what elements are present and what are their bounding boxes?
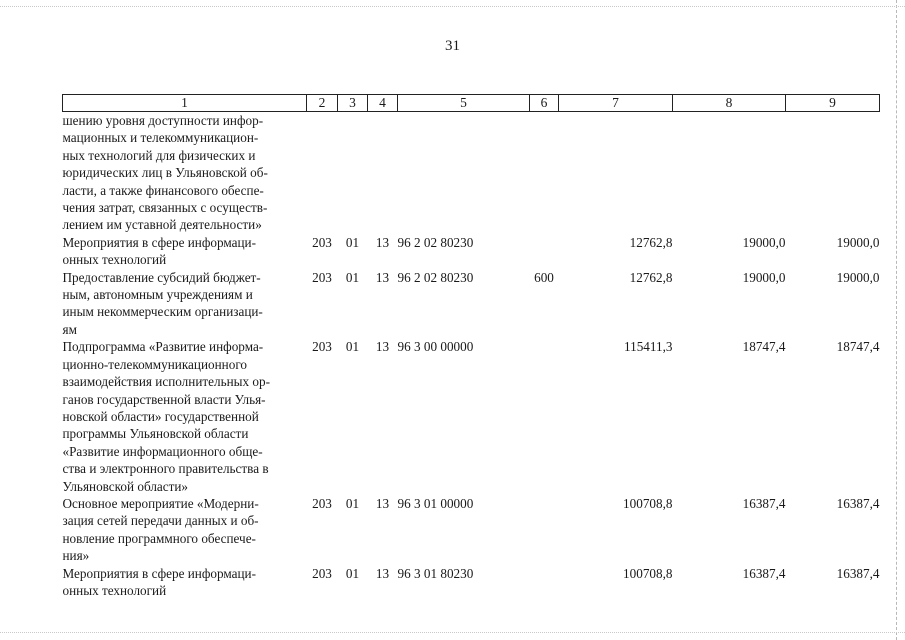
description-line: ных технологий для физических и bbox=[62, 147, 256, 163]
scan-artifact-top bbox=[0, 6, 905, 7]
cell-c6: 600 bbox=[534, 269, 554, 285]
cell-c9: 16387,4 bbox=[836, 495, 880, 511]
cell-c8: 16387,4 bbox=[742, 495, 786, 511]
col-header-1: 1 bbox=[63, 95, 307, 112]
description-line: ласти, а также финансового обеспе- bbox=[62, 182, 264, 198]
row-description bbox=[63, 338, 307, 495]
description-line: Мероприятия в сфере информаци- bbox=[62, 565, 256, 581]
description-line: чения затрат, связанных с осуществ- bbox=[62, 200, 268, 216]
cell-c5: 96 3 01 00000 bbox=[397, 495, 474, 511]
cell-c7: 115411,3 bbox=[624, 339, 673, 355]
cell-c5: 96 2 02 80230 bbox=[397, 269, 474, 285]
table-row bbox=[63, 112, 880, 234]
description-line: новление программного обеспече- bbox=[62, 530, 256, 546]
description-line: онных технологий bbox=[62, 582, 167, 598]
col-header-7: 7 bbox=[559, 95, 673, 112]
col-header-3: 3 bbox=[338, 95, 368, 112]
cell-c8: 19000,0 bbox=[742, 234, 786, 250]
description-line: Предоставление субсидий бюджет- bbox=[62, 269, 261, 285]
cell-c3: 01 bbox=[345, 565, 360, 581]
cell-c8: 16387,4 bbox=[742, 565, 786, 581]
row-description bbox=[63, 269, 307, 339]
table-row bbox=[63, 495, 880, 565]
cell-c2: 203 bbox=[312, 339, 332, 355]
table-row bbox=[63, 234, 880, 269]
cell-c7: 12762,8 bbox=[629, 269, 673, 285]
description-line: ния» bbox=[62, 548, 90, 564]
cell-c9: 16387,4 bbox=[836, 565, 880, 581]
cell-c5: 96 2 02 80230 bbox=[397, 234, 474, 250]
col-header-9: 9 bbox=[786, 95, 880, 112]
cell-c3: 01 bbox=[345, 269, 360, 285]
page-number: 31 bbox=[445, 38, 460, 54]
description-line: «Развитие информационного обще- bbox=[62, 443, 263, 459]
cell-c6 bbox=[530, 495, 559, 565]
cell-c6 bbox=[530, 565, 559, 600]
cell-c3: 01 bbox=[345, 339, 360, 355]
table-row bbox=[63, 269, 880, 339]
cell-c4 bbox=[368, 112, 398, 234]
cell-c6 bbox=[530, 234, 559, 269]
scan-artifact-bottom bbox=[0, 632, 905, 633]
budget-table bbox=[62, 94, 880, 599]
cell-c5 bbox=[398, 112, 530, 234]
table-body bbox=[63, 112, 880, 600]
description-line: зация сетей передачи данных и об- bbox=[62, 513, 259, 529]
col-header-2: 2 bbox=[307, 95, 338, 112]
cell-c2: 203 bbox=[312, 495, 332, 511]
cell-c9: 19000,0 bbox=[836, 269, 880, 285]
description-line: Подпрограмма «Развитие информа- bbox=[62, 339, 264, 355]
cell-c2 bbox=[307, 112, 338, 234]
col-header-4: 4 bbox=[368, 95, 398, 112]
cell-c8 bbox=[673, 112, 786, 234]
cell-c4: 13 bbox=[375, 234, 390, 250]
cell-c4: 13 bbox=[375, 565, 390, 581]
cell-c7: 100708,8 bbox=[623, 565, 673, 581]
row-description bbox=[63, 565, 307, 600]
col-header-5: 5 bbox=[398, 95, 530, 112]
description-line: лением им уставной деятельности» bbox=[62, 217, 262, 233]
cell-c4: 13 bbox=[375, 339, 390, 355]
description-line: Основное мероприятие «Модерни- bbox=[62, 495, 259, 511]
cell-c9 bbox=[786, 112, 880, 234]
table-row bbox=[63, 338, 880, 495]
cell-c8: 18747,4 bbox=[742, 339, 786, 355]
description-line: ства и электронного правительства в bbox=[62, 461, 269, 477]
description-line: программы Ульяновской области bbox=[62, 426, 249, 442]
description-line: мационных и телекоммуникацион- bbox=[62, 130, 259, 146]
description-line: ционно-телекоммуникационного bbox=[62, 356, 247, 372]
col-header-8: 8 bbox=[673, 95, 786, 112]
row-description bbox=[63, 495, 307, 565]
description-line: Мероприятия в сфере информаци- bbox=[62, 234, 256, 250]
description-line: онных технологий bbox=[62, 252, 167, 268]
cell-c6 bbox=[530, 112, 559, 234]
table-row bbox=[63, 565, 880, 600]
description-line: юридических лиц в Ульяновской об- bbox=[62, 165, 268, 181]
col-header-6: 6 bbox=[530, 95, 559, 112]
page-edge bbox=[896, 0, 897, 640]
description-line: ным, автономным учреждениям и bbox=[62, 287, 253, 303]
cell-c2: 203 bbox=[312, 565, 332, 581]
cell-c4: 13 bbox=[375, 269, 390, 285]
cell-c4: 13 bbox=[375, 495, 390, 511]
description-line: шению уровня доступности инфор- bbox=[62, 113, 264, 128]
table-header-row bbox=[63, 95, 880, 112]
cell-c5: 96 3 00 00000 bbox=[397, 339, 474, 355]
cell-c2: 203 bbox=[312, 234, 332, 250]
description-line: ганов государственной власти Улья- bbox=[62, 391, 266, 407]
description-line: взаимодействия исполнительных ор- bbox=[62, 374, 270, 390]
cell-c3 bbox=[338, 112, 368, 234]
cell-c7 bbox=[559, 112, 673, 234]
description-line: ям bbox=[62, 321, 77, 337]
cell-c9: 19000,0 bbox=[836, 234, 880, 250]
cell-c3: 01 bbox=[345, 495, 360, 511]
cell-c3: 01 bbox=[345, 234, 360, 250]
cell-c5: 96 3 01 80230 bbox=[397, 565, 474, 581]
cell-c6 bbox=[530, 338, 559, 495]
description-line: новской области» государственной bbox=[62, 408, 259, 424]
description-line: Ульяновской области» bbox=[62, 478, 189, 494]
cell-c9: 18747,4 bbox=[836, 339, 880, 355]
row-description bbox=[63, 234, 307, 269]
cell-c7: 12762,8 bbox=[629, 234, 673, 250]
description-line: иным некоммерческим организаци- bbox=[62, 304, 263, 320]
cell-c8: 19000,0 bbox=[742, 269, 786, 285]
row-description bbox=[63, 112, 307, 234]
cell-c2: 203 bbox=[312, 269, 332, 285]
cell-c7: 100708,8 bbox=[623, 495, 673, 511]
